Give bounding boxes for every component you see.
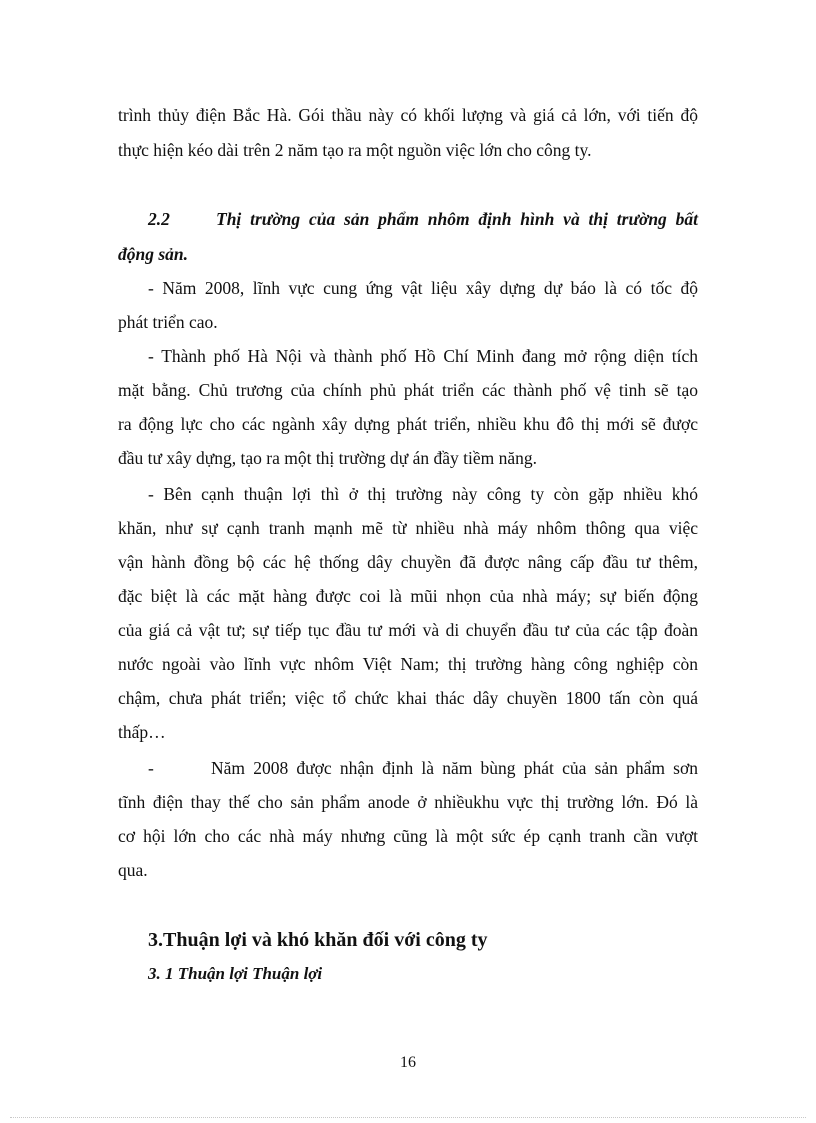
section-2-2-title-line-1: Thị trường của sản phẩm nhôm định hình và thị trường bất [216, 209, 698, 229]
bullet-3-line-1: - Bên cạnh thuận lợi thì ở thị trường này công ty còn gặp nhiều khó [148, 484, 698, 504]
bullet-2-line-4: đầu tư xây dựng, tạo ra một thị trường dự án đầy tiềm năng. [118, 448, 537, 468]
bullet-4-line-3: cơ hội lớn cho các nhà máy nhưng cũng là một sức ép cạnh tranh cần vượt [118, 826, 698, 846]
page-number: 16 [400, 1054, 416, 1071]
bullet-3-line-6: nước ngoài vào lĩnh vực nhôm Việt Nam; thị trường hàng công nghiệp còn [118, 654, 698, 674]
section-3-title: 3.Thuận lợi và khó khăn đối với công ty [148, 929, 488, 951]
bullet-1-line-2: phát triển cao. [118, 312, 218, 332]
intro-line-1: trình thủy điện Bắc Hà. Gói thầu này có khối lượng và giá cả lớn, với tiến độ [118, 105, 698, 125]
page-bottom-border [10, 1117, 806, 1118]
bullet-3-line-8: thấp… [118, 722, 166, 742]
bullet-3-line-3: vận hành đồng bộ các hệ thống dây chuyền đã được nâng cấp đầu tư thêm, [118, 552, 698, 572]
intro-line-2: thực hiện kéo dài trên 2 năm tạo ra một nguồn việc lớn cho công ty. [118, 140, 592, 160]
bullet-4-line-2: tĩnh điện thay thế cho sản phẩm anode ở nhiềukhu vực thị trường lớn. Đó là [118, 792, 698, 812]
bullet-2-line-3: ra động lực cho các ngành xây dựng phát triển, nhiều khu đô thị mới sẽ được [118, 414, 698, 434]
bullet-3-line-7: chậm, chưa phát triển; việc tổ chức khai thác dây chuyền 1800 tấn còn quá [118, 688, 698, 708]
section-2-2-title-line-2: động sản. [118, 244, 189, 264]
section-3-1-title: 3. 1 Thuận lợi Thuận lợi [148, 964, 323, 983]
bullet-4-dash: - [148, 758, 154, 778]
bullet-4-line-1: Năm 2008 được nhận định là năm bùng phát của sản phẩm sơn [211, 758, 698, 778]
bullet-2-line-1: - Thành phố Hà Nội và thành phố Hồ Chí Minh đang mở rộng diện tích [148, 346, 698, 366]
bullet-3-line-5: của giá cả vật tư; sự tiếp tục đầu tư mới và di chuyển đầu tư của các tập đoàn [118, 620, 698, 640]
section-2-2-number: 2.2 [148, 209, 170, 229]
bullet-4-line-4: qua. [118, 860, 148, 880]
bullet-3-line-2: khăn, như sự cạnh tranh mạnh mẽ từ nhiều nhà máy nhôm thông qua việc [118, 518, 698, 538]
bullet-3-line-4: đặc biệt là các mặt hàng được coi là mũi nhọn của nhà máy; sự biến động [118, 586, 698, 606]
bullet-2-line-2: mặt bằng. Chủ trương của chính phủ phát triển các thành phố vệ tinh sẽ tạo [118, 380, 698, 400]
bullet-1-line-1: - Năm 2008, lĩnh vực cung ứng vật liệu xây dựng dự báo là có tốc độ [148, 278, 698, 298]
